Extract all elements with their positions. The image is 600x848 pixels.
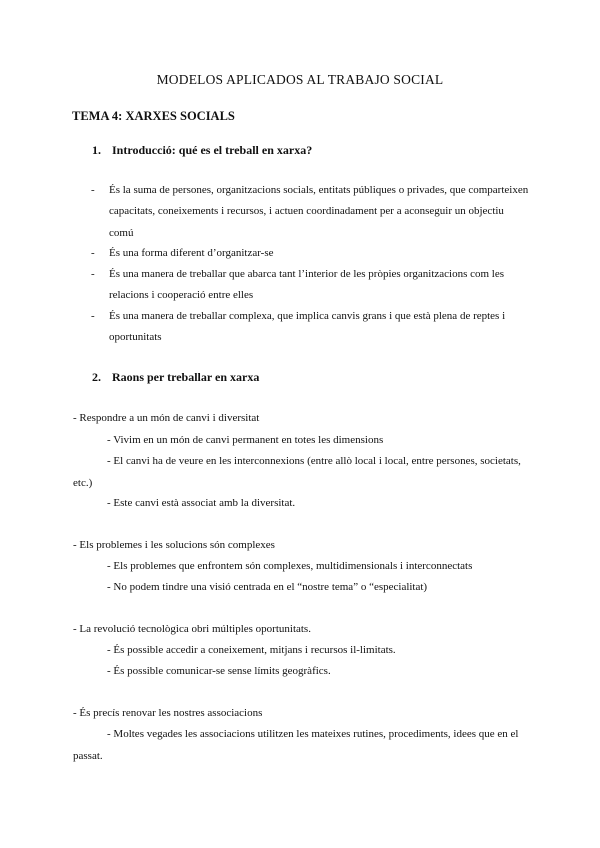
section-title: Introducció: qué es el treball en xarxa?: [112, 143, 313, 157]
topic-heading: TEMA 4: XARXES SOCIALS: [72, 109, 235, 123]
list-item-text: És una manera de treballar que abarca tant l’interior de les pròpies organitzacions com les relacions i cooperació entre elles: [109, 268, 505, 302]
section-number: 2.: [92, 370, 101, 384]
reason-item: - És precís renovar les nostres associacions: [73, 707, 263, 719]
list-item-text: És la suma de persones, organitzacions socials, entitats públiques o privades, que comparteixen capacitats, coneixements i recursos, i actuen coordinadament per a aconseguir un objectiu comú: [109, 184, 529, 239]
bullet-dash: -: [91, 310, 95, 322]
list-item: [91, 264, 531, 307]
list-item-text: És una manera de treballar complexa, que implica canvis grans i que està plena de reptes i oportunitats: [109, 310, 506, 344]
bullet-dash: -: [91, 247, 95, 259]
reason-subitem: - És possible accedir a coneixement, mitjans i recursos il-limitats.: [107, 644, 396, 656]
reason-subitem: - Este canvi està associat amb la diversitat.: [107, 497, 296, 509]
reason-subitem: - Vivim en un món de canvi permanent en totes les dimensions: [107, 434, 384, 446]
reason-item: - Els problemes i les solucions són complexes: [73, 539, 275, 551]
reason-subitem: - El canvi ha de veure en les interconnexions (entre allò local i local, entre persones, societats, etc.): [73, 455, 521, 489]
reason-subitem: - És possible comunicar-se sense límits geogràfics.: [107, 665, 331, 677]
list-item-text: És una forma diferent d’organitzar-se: [109, 247, 274, 259]
reason-item: - La revolució tecnològica obri múltiples oportunitats.: [73, 623, 311, 635]
reason-item: - Respondre a un món de canvi i diversitat: [73, 412, 260, 424]
reason-subitem: - No podem tindre una visió centrada en el “nostre tema” o “especialitat): [107, 581, 428, 593]
list-item: [91, 180, 531, 244]
section-number: 1.: [92, 143, 101, 157]
section-1-heading: [92, 143, 312, 158]
section-title: Raons per treballar en xarxa: [112, 370, 260, 384]
list-item: [91, 306, 531, 349]
document-title: MODELOS APLICADOS AL TRABAJO SOCIAL: [156, 72, 444, 87]
list-item: [91, 243, 531, 264]
bullet-dash: -: [91, 268, 95, 280]
reason-subitem: - Moltes vegades les associacions utilitzen les mateixes rutines, procediments, idees que en el passat.: [73, 728, 519, 762]
reason-subitem: - Els problemes que enfrontem són complexes, multidimensionals i interconnectats: [107, 560, 473, 572]
bullet-dash: -: [91, 184, 95, 196]
section-2-heading: [92, 370, 259, 385]
